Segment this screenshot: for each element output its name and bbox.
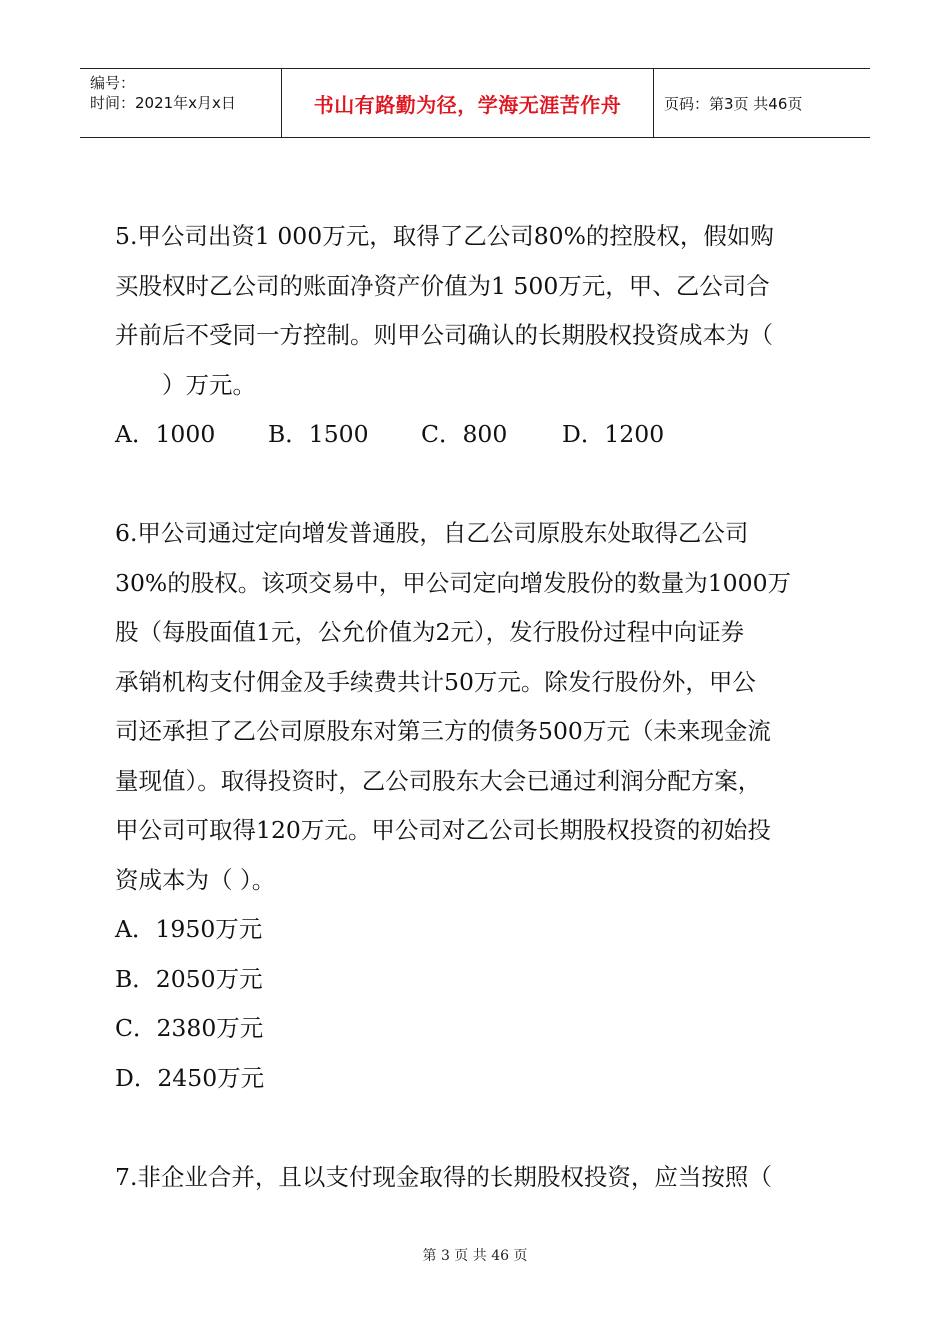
- header-page-info: 页码：第3页 共46页: [664, 94, 803, 113]
- question-line: 股（每股面值1元，公允价值为2元），发行股份过程中向证券: [115, 618, 745, 646]
- option-a: A．1950万元: [115, 915, 263, 943]
- question-line: 并前后不受同一方控制。则甲公司确认的长期股权投资成本为（: [115, 321, 773, 349]
- question-line: 7.非企业合并，且以支付现金取得的长期股权投资，应当按照（: [115, 1162, 772, 1191]
- answer-options: [115, 410, 845, 460]
- question-line: 承销机构支付佣金及手续费共计50万元。除发行股份外，甲公: [115, 667, 756, 696]
- option-b: B．1500: [268, 420, 369, 448]
- question-5: [115, 212, 845, 460]
- question-line: ）万元。: [115, 370, 256, 399]
- question-line: 资成本为（ ）。: [115, 865, 276, 894]
- spacer: [115, 1103, 845, 1153]
- option-d: D．1200: [562, 420, 665, 448]
- option-c: C．800: [421, 420, 508, 448]
- document-date: 时间：2021年x月x日: [90, 94, 236, 112]
- question-line: 司还承担了乙公司原股东对第三方的债务500万元（未来现金流: [115, 717, 771, 745]
- header-meta: [80, 69, 282, 137]
- spacer: [115, 460, 845, 510]
- header-motto: 书山有路勤为径，学海无涯苦作舟: [282, 69, 654, 137]
- question-6: [115, 509, 845, 1103]
- question-line: 30%的股权。该项交易中，甲公司定向增发股份的数量为1000万: [115, 568, 792, 597]
- page-header: [80, 68, 870, 138]
- option-a: A．1000: [115, 420, 216, 448]
- question-7: [115, 1153, 845, 1203]
- document-number-label: 编号：: [90, 74, 136, 92]
- document-body: [115, 212, 845, 1202]
- page-footer: 第 3 页 共 46 页: [422, 1248, 528, 1264]
- question-line: 5.甲公司出资1 000万元，取得了乙公司80%的控股权，假如购: [115, 222, 774, 250]
- question-line: 6.甲公司通过定向增发普通股，自乙公司原股东处取得乙公司: [115, 519, 749, 547]
- option-d: D．2450万元: [115, 1063, 265, 1092]
- question-line: 甲公司可取得120万元。甲公司对乙公司长期股权投资的初始投: [115, 816, 771, 844]
- option-b: B．2050万元: [115, 964, 263, 993]
- option-c: C．2380万元: [115, 1014, 264, 1042]
- question-line: 买股权时乙公司的账面净资产价值为1 500万元，甲、乙公司合: [115, 271, 770, 300]
- question-line: 量现值）。取得投资时，乙公司股东大会已通过利润分配方案，: [115, 766, 762, 795]
